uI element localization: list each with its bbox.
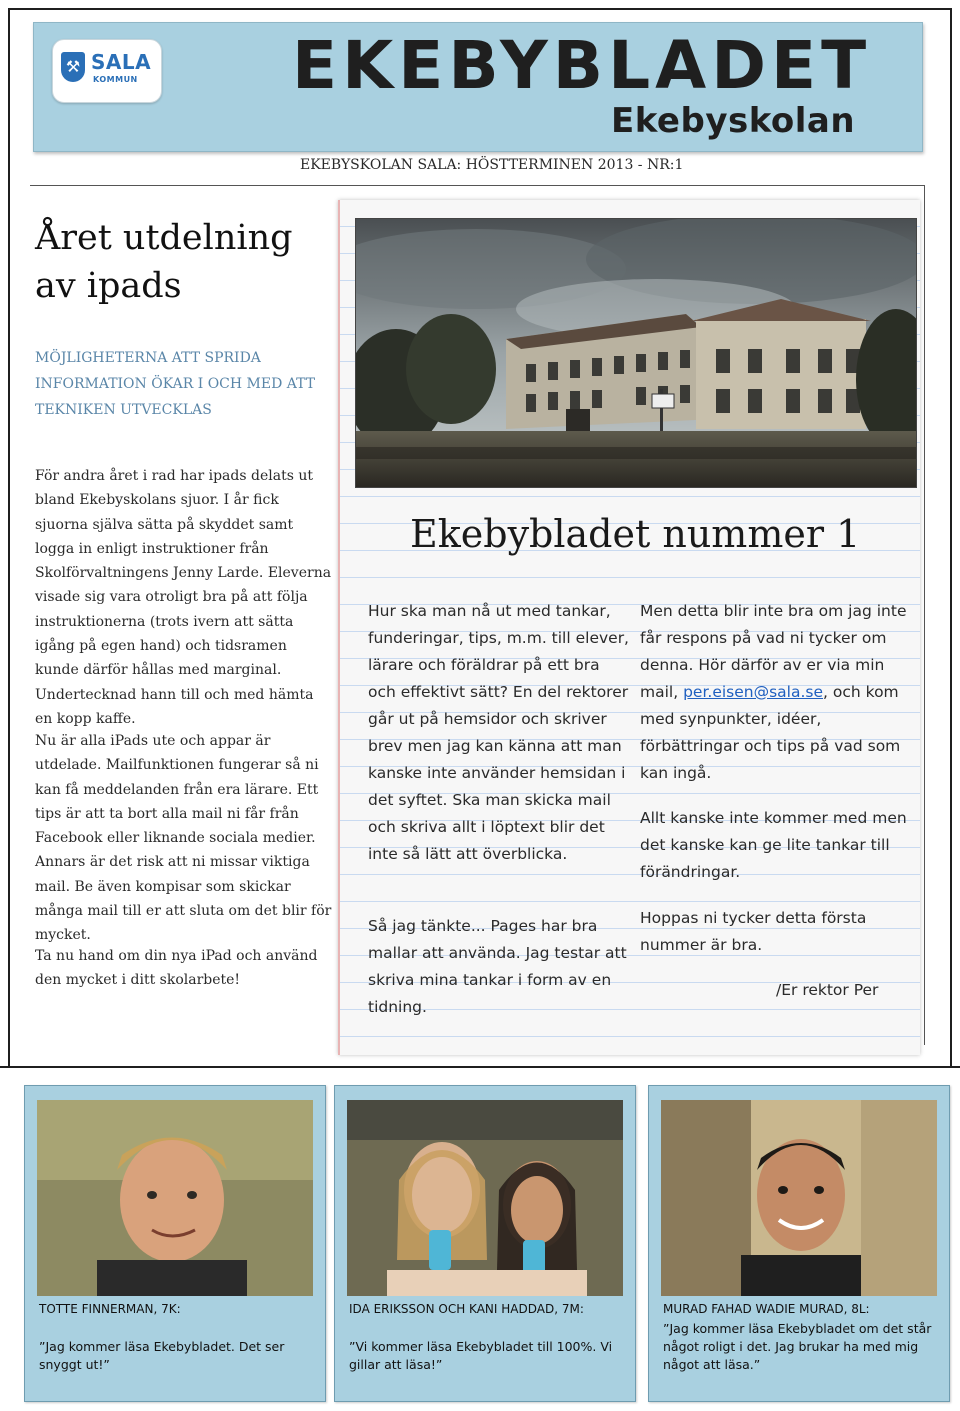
student-card: [24, 1085, 326, 1402]
right-article-col1-paragraph: Så jag tänkte... Pages har bra mallar att använda. Jag testar att skriva mina tankar i form av en tidning.: [368, 917, 627, 1016]
frame-line-inner-top: [30, 185, 925, 186]
student-card: [648, 1085, 950, 1402]
frame-line-top: [8, 8, 952, 10]
masthead-subtitle: Ekebyskolan: [611, 101, 856, 141]
student-photo: [347, 1100, 623, 1296]
logo-tools-icon: ⚒: [65, 57, 81, 76]
student-name: TOTTE FINNERMAN, 7K:: [39, 1302, 181, 1316]
student-quote: ”Jag kommer läsa Ekebybladet om det står något roligt i det. Jag brukar ha med mig något att läsa.”: [663, 1321, 932, 1372]
signature: /Er rektor Per: [776, 981, 879, 999]
left-article-paragraph: Nu är alla iPads ute och appar är utdelade. Mailfunktionen fungerar så ni kan få meddelanden från era lärare. Ett tips är att ta bort alla mail ni får från Facebook eller liknande sociala medier. Annars är det risk att ni missar viktiga mail. Be även kompisar som skickar många mail till er att sluta om det blir för mycket.: [35, 733, 332, 944]
masthead-title: EKEBYBLADET: [292, 27, 872, 104]
student-quote: ”Vi kommer läsa Ekebybladet till 100%. Vi gillar att läsa!”: [349, 1339, 613, 1372]
logo-text: SALA: [91, 50, 152, 74]
right-article-col2-paragraph: Hoppas ni tycker detta första nummer är bra.: [640, 909, 867, 954]
paper-margin-line: [338, 200, 340, 1055]
right-article-headline: Ekebybladet nummer 1: [410, 512, 861, 556]
frame-line-mid: [0, 1066, 960, 1068]
student-quote: ”Jag kommer läsa Ekebybladet. Det ser snyggt ut!”: [39, 1339, 285, 1372]
left-article-deck: MÖJLIGHETERNA ATT SPRIDA INFORMATION ÖKAR I OCH MED ATT TEKNIKEN UTVECKLAS: [35, 350, 316, 418]
right-article-col2-paragraph: [640, 598, 908, 787]
frame-line-inner-right: [924, 185, 925, 1045]
student-photo: [661, 1100, 937, 1296]
col2-text-after-link: , och kom med synpunkter, idéer, förbättringar och tips på vad som kan ingå.: [640, 683, 901, 782]
masthead: [33, 22, 923, 152]
left-article-paragraph: För andra året i rad har ipads delats ut bland Ekebyskolans sjuor. I år fick sjuorna själva sätta på skyddet samt logga in enligt instruktioner från Skolförvaltningens Jenny Larde. Eleverna visade sig vara otroligt bra på att följa instruktionerna (trots ivern att sätta igång på egen hand) och tidsramen kunde därför hållas med marginal. Undertecknad hann till och med hämta en kopp kaffe.: [35, 468, 332, 727]
right-article-col2-paragraph: Allt kanske inte kommer med men det kanske kan ge lite tankar till förändringar.: [640, 809, 907, 881]
right-article-col1-paragraph: Hur ska man nå ut med tankar, funderingar, tips, m.m. till elever, lärare och föräldrar på ett bra och effektivt sätt? En del rektorer går ut på hemsidor och skriver brev men jag kan känna att man kanske inte använder hemsidan i det syftet. Ska man skicka mail och skriva allt i löptext blir det inte så lätt att överblicka.: [368, 602, 629, 863]
left-article-headline: Året utdelning av ipads: [35, 218, 293, 306]
student-card: [334, 1085, 636, 1402]
school-building-photo: [355, 218, 917, 488]
col2-text-before-link: Men detta blir inte bra om jag inte får respons på vad ni tycker om denna. Hör därför av er via min mail,: [640, 602, 907, 701]
sala-kommun-logo: [52, 39, 162, 103]
student-name: IDA ERIKSSON OCH KANI HADDAD, 7M:: [349, 1302, 584, 1316]
email-link[interactable]: per.eisen@sala.se: [683, 683, 824, 701]
frame-line-left: [8, 8, 10, 1066]
student-name: MURAD FAHAD WADIE MURAD, 8L:: [663, 1302, 870, 1316]
left-article-paragraph: Ta nu hand om din nya iPad och använd den mycket i ditt skolarbete!: [35, 948, 318, 989]
issue-line: EKEBYSKOLAN SALA: HÖSTTERMINEN 2013 - NR:1: [300, 157, 684, 173]
frame-line-right: [950, 8, 952, 1066]
student-photo: [37, 1100, 313, 1296]
logo-subtext: KOMMUN: [93, 75, 138, 84]
